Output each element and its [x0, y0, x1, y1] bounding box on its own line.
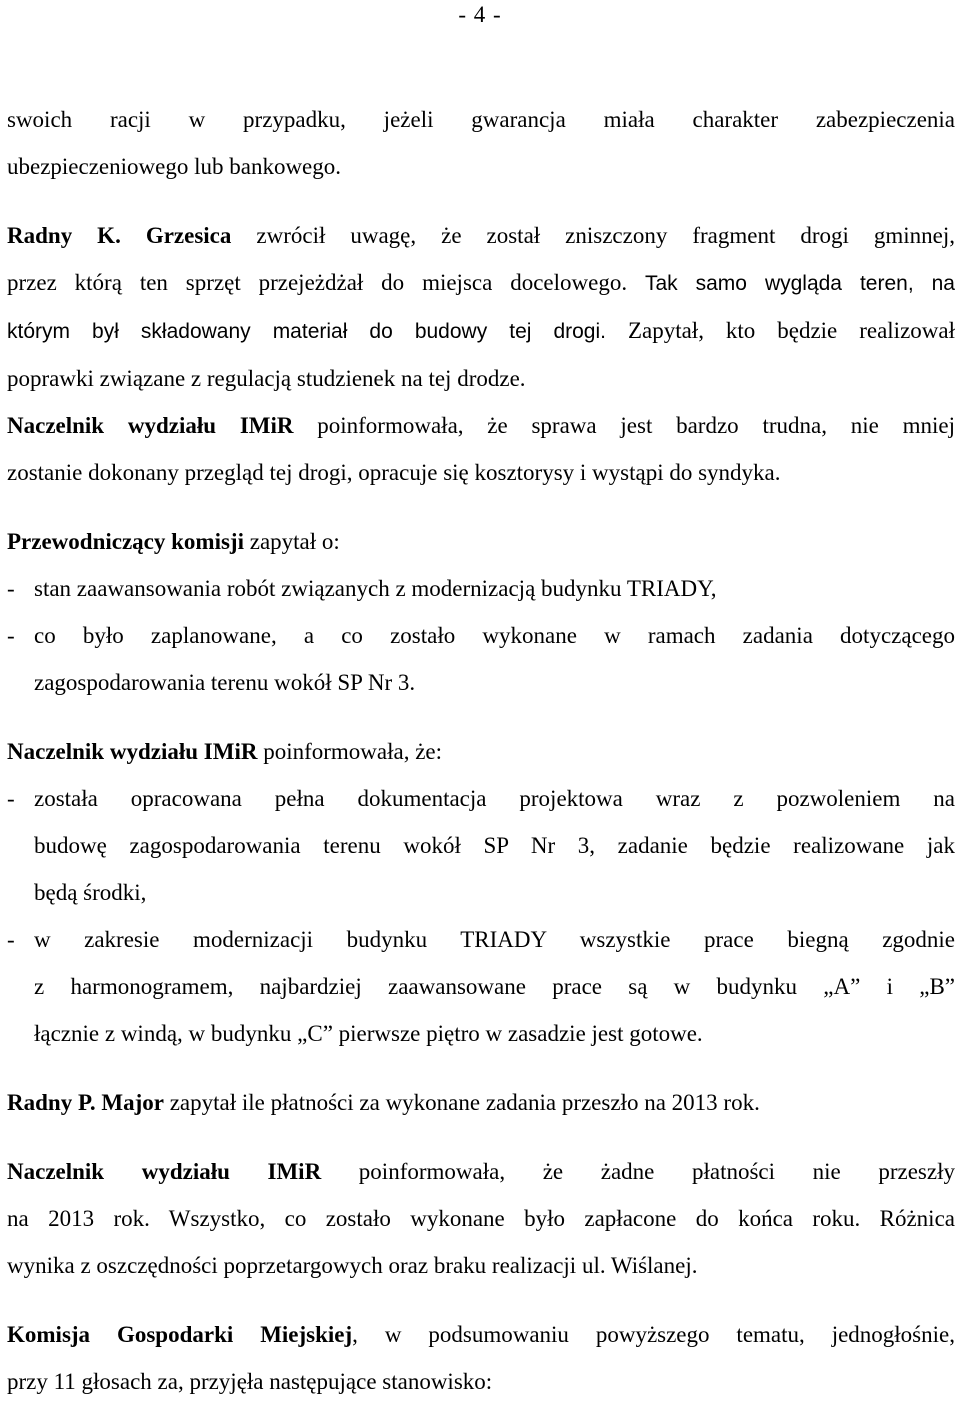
paragraph-7	[7, 1148, 955, 1289]
speaker-name: Naczelnik wydziału IMiR	[7, 1159, 322, 1184]
list-bullet: -	[7, 786, 15, 811]
speaker-name: Naczelnik wydziału IMiR	[7, 413, 294, 438]
text-line: swoich racji w przypadku, jeżeli gwarancja miała charakter zabezpieczenia	[7, 107, 955, 132]
list-bullet: -	[7, 623, 15, 648]
page-number: - 4 -	[458, 2, 502, 27]
list-item	[7, 775, 955, 916]
text-line: na 2013 rok. Wszystko, co zostało wykonane było zapłacone do końca roku. Różnica	[7, 1206, 955, 1231]
text-segment: Zapytał, kto będzie realizował	[606, 318, 955, 343]
paragraph-3	[7, 402, 955, 496]
paragraph-2	[7, 212, 955, 402]
list-bullet: -	[7, 576, 15, 601]
text-segment: zapytał ile płatności za wykonane zadania przeszło na 2013 rok.	[163, 1090, 760, 1115]
speaker-name: Przewodniczący komisji	[7, 529, 244, 554]
paragraph-8	[7, 1311, 955, 1405]
text-segment: przez którą ten sprzęt przejeżdżał do miejsca docelowego.	[7, 270, 645, 295]
text-line: została opracowana pełna dokumentacja projektowa wraz z pozwoleniem na	[34, 786, 955, 811]
text-line	[7, 728, 955, 775]
speaker-name: Radny K. Grzesica	[7, 223, 232, 248]
text-line	[7, 259, 955, 307]
text-segment: zwrócił uwagę, że został zniszczony fragment drogi gminnej,	[231, 223, 955, 248]
text-segment: poinformowała, że:	[257, 739, 443, 764]
text-line	[7, 307, 955, 355]
text-line: przy 11 głosach za, przyjęła następujące stanowisko:	[7, 1369, 493, 1394]
speaker-name: Naczelnik wydziału IMiR	[7, 739, 258, 764]
text-line	[7, 212, 955, 259]
text-line	[7, 1079, 955, 1126]
list-bullet: -	[7, 927, 15, 952]
paragraph-1	[7, 96, 955, 190]
text-line: ubezpieczeniowego lub bankowego.	[7, 154, 342, 179]
document-body	[7, 96, 955, 1405]
text-segment: Tak samo wygląda teren, na	[644, 272, 955, 295]
text-segment: zapytał o:	[243, 529, 340, 554]
text-line	[7, 518, 955, 565]
text-segment: poinformowała, że żadne płatności nie przeszły	[321, 1159, 955, 1184]
text-line	[7, 1311, 955, 1358]
text-line	[7, 402, 955, 449]
paragraph-6	[7, 1079, 955, 1126]
text-line: łącznie z windą, w budynku „C” pierwsze piętro w zasadzie jest gotowe.	[34, 1021, 703, 1046]
paragraph-5	[7, 728, 955, 775]
text-line: co było zaplanowane, a co zostało wykonane w ramach zadania dotyczącego	[34, 623, 955, 648]
text-line: stan zaawansowania robót związanych z modernizacją budynku TRIADY,	[34, 576, 717, 601]
text-line: będą środki,	[34, 880, 147, 905]
text-line	[7, 1148, 955, 1195]
list-item	[7, 565, 955, 612]
list-item	[7, 612, 955, 706]
text-line: poprawki związane z regulacją studzienek na tej drodze.	[7, 366, 526, 391]
text-line: z harmonogramem, najbardziej zaawansowane prace są w budynku „A” i „B”	[34, 974, 955, 999]
text-line: w zakresie modernizacji budynku TRIADY wszystkie prace biegną zgodnie	[34, 927, 955, 952]
text-segment: poinformowała, że sprawa jest bardzo trudna, nie mniej	[293, 413, 955, 438]
text-segment: , w podsumowaniu powyższego tematu, jednogłośnie,	[352, 1322, 955, 1347]
text-line: budowę zagospodarowania terenu wokół SP Nr 3, zadanie będzie realizowane jak	[34, 833, 955, 858]
speaker-name: Radny P. Major	[7, 1090, 164, 1115]
text-line: wynika z oszczędności poprzetargowych oraz braku realizacji ul. Wiślanej.	[7, 1253, 698, 1278]
speaker-name: Komisja Gospodarki Miejskiej	[7, 1322, 353, 1347]
list-item	[7, 916, 955, 1057]
paragraph-4	[7, 518, 955, 565]
text-segment: którym był składowany materiał do budowy tej drogi.	[7, 320, 606, 343]
text-line: zagospodarowania terenu wokół SP Nr 3.	[34, 670, 416, 695]
text-line: zostanie dokonany przegląd tej drogi, opracuje się kosztorysy i wystąpi do syndyka.	[7, 460, 781, 485]
